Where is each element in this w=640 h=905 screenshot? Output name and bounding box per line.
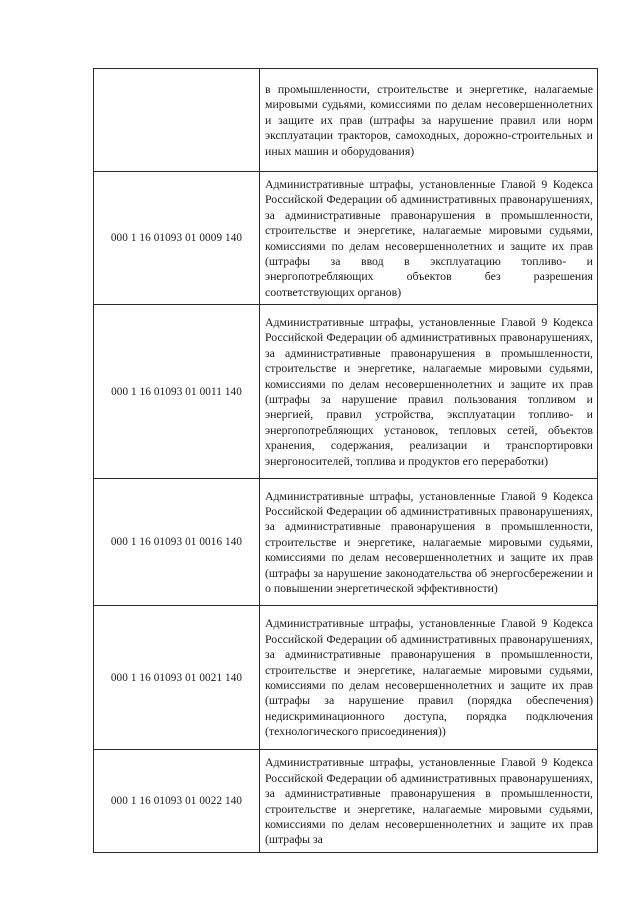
description-cell: Административные штрафы, установленные Главой 9 Кодекса Российской Федерации об административных правонарушениях, за административные правонарушения в промышленности, строительстве и энергетике, налагаемые мировыми судьями, комиссиями по делам несовершеннолетних и защите их прав (штрафы за ввод в эксплуатацию топливо- и энергопотребляющих объектов без разрешения соответствующих органов)	[260, 172, 598, 305]
classification-code-cell: 000 1 16 01093 01 0009 140	[94, 172, 260, 305]
description-cell: Административные штрафы, установленные Главой 9 Кодекса Российской Федерации об административных правонарушениях, за административные правонарушения в промышленности, строительстве и энергетике, налагаемые мировыми судьями, комиссиями по делам несовершеннолетних и защите их прав (штрафы за	[260, 750, 598, 853]
classification-code-cell: 000 1 16 01093 01 0016 140	[94, 479, 260, 606]
table-row	[94, 606, 598, 750]
classification-code-cell	[94, 69, 260, 172]
table-row	[94, 69, 598, 172]
description-cell: в промышленности, строительстве и энергетике, налагаемые мировыми судьями, комиссиями по делам несовершеннолетних и защите их прав (штрафы за нарушение правил или норм эксплуатации тракторов, самоходных, дорожно-строительных и иных машин и оборудования)	[260, 69, 598, 172]
classification-code-cell: 000 1 16 01093 01 0011 140	[94, 305, 260, 479]
table-row	[94, 750, 598, 853]
table-row	[94, 479, 598, 606]
budget-classification-table	[93, 68, 598, 853]
description-cell: Административные штрафы, установленные Главой 9 Кодекса Российской Федерации об административных правонарушениях, за административные правонарушения в промышленности, строительстве и энергетике, налагаемые мировыми судьями, комиссиями по делам несовершеннолетних и защите их прав (штрафы за нарушение правил пользования топливом и энергией, правил устройства, эксплуатации топливо- и энергопотребляющих установок, тепловых сетей, объектов хранения, содержания, реализации и транспортировки энергоносителей, топлива и продуктов его переработки)	[260, 305, 598, 479]
description-cell: Административные штрафы, установленные Главой 9 Кодекса Российской Федерации об административных правонарушениях, за административные правонарушения в промышленности, строительстве и энергетике, налагаемые мировыми судьями, комиссиями по делам несовершеннолетних и защите их прав (штрафы за нарушение законодательства об энергосбережении и о повышении энергетической эффективности)	[260, 479, 598, 606]
classification-code-cell: 000 1 16 01093 01 0022 140	[94, 750, 260, 853]
table-row	[94, 172, 598, 305]
description-cell: Административные штрафы, установленные Главой 9 Кодекса Российской Федерации об административных правонарушениях, за административные правонарушения в промышленности, строительстве и энергетике, налагаемые мировыми судьями, комиссиями по делам несовершеннолетних и защите их прав (штрафы за нарушение правил (порядка обеспечения) недискриминационного доступа, порядка подключения (технологического присоединения))	[260, 606, 598, 750]
table-row	[94, 305, 598, 479]
classification-code-cell: 000 1 16 01093 01 0021 140	[94, 606, 260, 750]
